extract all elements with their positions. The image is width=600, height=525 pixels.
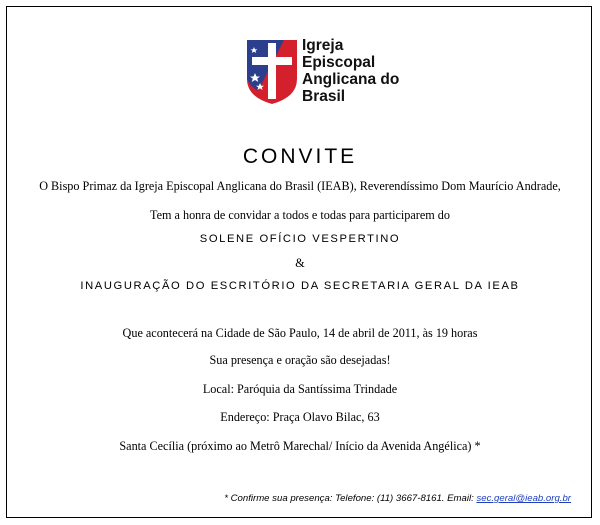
neighborhood-text: Santa Cecília (próximo ao Metrô Marechal/ Início da Avenida Angélica) * [119,439,481,453]
logo-wordmark [302,37,412,105]
logo-line-1: Igreja [302,37,344,54]
honor-text: Tem a honra de convidar a todos e todas para participarem do [150,208,450,222]
page-title: CONVITE [242,145,358,168]
event-title-1: SOLENE OFÍCIO VESPERTINO [199,233,401,245]
intro-text: O Bispo Primaz da Igreja Episcopal Anglicana do Brasil (IEAB), Reverendíssimo Dom Maurício Andrade, [39,179,561,193]
logo-line-2: Episcopal [302,54,376,71]
ieab-logo [240,25,405,125]
rsvp-text: * Confirme sua presença: Telefone: (11) 3667-8161. Email: [224,493,474,504]
shield-cross-icon [246,39,298,105]
location-text: Local: Paróquia da Santíssima Trindade [202,382,398,396]
invitation-card [6,6,592,518]
email-link[interactable]: sec.geral@ieab.org.br [476,493,571,504]
wish-text: Sua presença e oração são desejadas! [209,353,391,367]
address-text: Endereço: Praça Olavo Bilac, 63 [220,410,380,424]
logo-line-3: Anglicana do [302,71,400,88]
date-time-text: Que acontecerá na Cidade de São Paulo, 14 de abril de 2011, às 19 horas [122,326,478,340]
logo-line-4: Brasil [302,88,346,105]
ampersand: & [295,256,305,270]
event-title-2: INAUGURAÇÃO DO ESCRITÓRIO DA SECRETARIA GERAL DA IEAB [80,280,520,292]
rsvp-footer [224,493,571,504]
